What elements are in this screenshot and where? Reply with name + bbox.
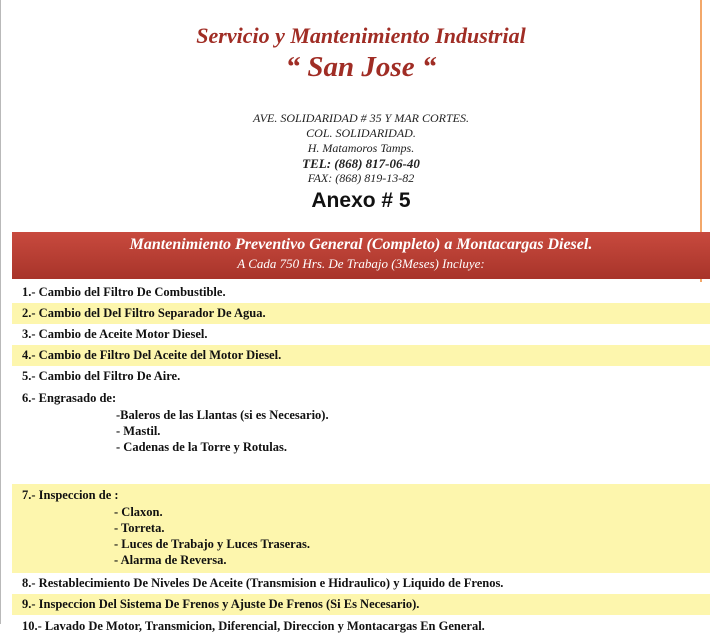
banner-title: Mantenimiento Preventivo General (Completo) a Montacargas Diesel. [129,236,593,253]
fax-number: FAX: (868) 819-13-82 [307,171,415,185]
address-line: COL. SOLIDARIDAD. [306,126,416,140]
list-item-title: 7.- Inspeccion de : [22,488,119,502]
list-item: 3.- Cambio de Aceite Motor Diesel. [12,324,710,345]
banner-subtitle: A Cada 750 Hrs. De Trabajo (3Meses) Incluye: [237,256,485,271]
sub-item: - Claxon. [114,505,163,519]
list-item: 2.- Cambio del Del Filtro Separador De Agua. [12,303,710,324]
sub-item: - Luces de Trabajo y Luces Traseras. [114,537,310,551]
sub-item: -Baleros de las Llantas (si es Necesario). [116,408,329,422]
address-block [0,111,722,186]
list-item: 1.- Cambio del Filtro De Combustible. [12,282,710,303]
address-line: AVE. SOLIDARIDAD # 35 Y MAR CORTES. [252,111,470,125]
sub-item: - Cadenas de la Torre y Rotulas. [116,440,287,454]
company-name: Servicio y Mantenimiento Industrial [196,23,526,48]
sub-item: - Torreta. [114,521,165,535]
list-item: 10.- Lavado De Motor, Transmicion, Diferencial, Direccion y Montacargas En General. [12,615,710,637]
list-item-title: 6.- Engrasado de: [22,391,117,405]
list-item: 9.- Inspeccion Del Sistema De Frenos y Ajuste De Frenos (Si Es Necesario). [12,594,710,615]
sub-item: - Mastil. [116,424,161,438]
brand-name: “ San Jose “ [285,51,437,83]
annex-title: Anexo # 5 [311,189,411,212]
list-item [12,387,710,484]
phone-number: TEL: (868) 817-06-40 [302,156,420,171]
list-item: 5.- Cambio del Filtro De Aire. [12,366,710,387]
maintenance-list [12,282,710,637]
letterhead [0,22,722,186]
list-item: 4.- Cambio de Filtro Del Aceite del Motor Diesel. [12,345,710,366]
address-line: H. Matamoros Tamps. [307,141,415,155]
list-item: 8.- Restablecimiento De Niveles De Aceite (Transmision e Hidraulico) y Liquido de Frenos. [12,573,710,594]
sub-item: - Alarma de Reversa. [114,553,227,567]
list-item [12,484,710,573]
section-banner [12,232,710,279]
